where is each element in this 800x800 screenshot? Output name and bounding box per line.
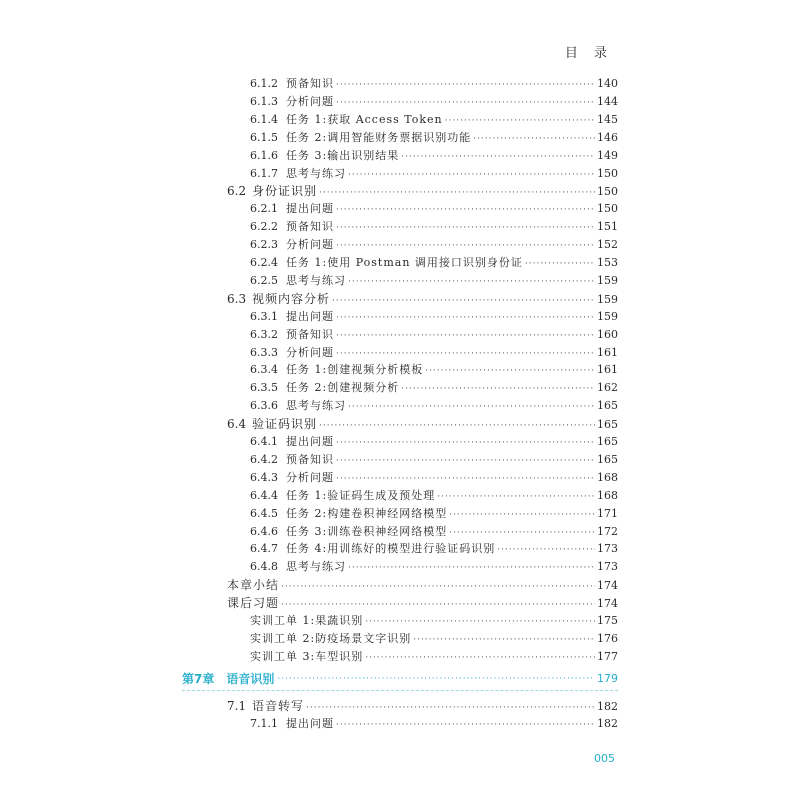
toc-entry-number: 6.2.2 bbox=[250, 220, 278, 234]
toc-entry-title: 思考与练习 bbox=[286, 273, 346, 287]
toc-entry-page: 175 bbox=[597, 614, 618, 627]
leader-dots bbox=[401, 380, 595, 398]
toc-entry-number: 6.3.4 bbox=[250, 363, 278, 377]
toc-entry-title: 实训工单 2:防疫场景文字识别 bbox=[250, 631, 412, 645]
leader-dots bbox=[348, 559, 595, 577]
leader-dots bbox=[413, 631, 595, 649]
toc-entry-page: 152 bbox=[597, 238, 618, 252]
leader-dots bbox=[277, 674, 594, 684]
chapter-page: 179 bbox=[597, 672, 618, 685]
leader-dots bbox=[336, 76, 595, 94]
toc-entry-page: 151 bbox=[597, 220, 618, 234]
leader-dots bbox=[425, 362, 595, 380]
toc-entry-number: 6.4.5 bbox=[250, 506, 278, 520]
toc-entry-number: 6.2.4 bbox=[250, 256, 278, 269]
toc-entry-title: 课后习题 bbox=[227, 596, 280, 611]
toc-entry-page: 140 bbox=[597, 77, 618, 90]
toc-entry-title: 预备知识 bbox=[286, 220, 334, 234]
leader-dots bbox=[445, 112, 595, 130]
toc-entry[interactable] bbox=[227, 290, 618, 308]
toc-entry[interactable] bbox=[250, 344, 618, 362]
toc-entry-page: 146 bbox=[597, 130, 618, 144]
toc-entry[interactable] bbox=[250, 218, 618, 236]
toc-entry[interactable] bbox=[250, 129, 618, 147]
toc-entry-title: 实训工单 1:果蔬识别 bbox=[250, 614, 364, 627]
toc-entry-title: 思考与练习 bbox=[286, 166, 346, 180]
toc-entry[interactable] bbox=[227, 576, 618, 594]
toc-entry-title: 思考与练习 bbox=[286, 560, 346, 574]
toc-entry[interactable] bbox=[227, 697, 618, 715]
leader-dots bbox=[401, 148, 595, 166]
toc-entry-title: 分析问题 bbox=[286, 238, 334, 252]
toc-entry-page: 168 bbox=[597, 488, 618, 502]
toc-entry-title: 任务 2:调用智能财务票据识别功能 bbox=[286, 130, 472, 144]
toc-entry-title: 思考与练习 bbox=[286, 399, 346, 413]
toc-entry-title: 预备知识 bbox=[286, 327, 334, 341]
toc-entry-number: 7.1.1 bbox=[250, 717, 278, 730]
toc-entry-page: 162 bbox=[597, 381, 618, 395]
toc-entry-page: 182 bbox=[597, 717, 618, 730]
toc-entry[interactable] bbox=[250, 379, 618, 397]
leader-dots bbox=[336, 345, 595, 363]
toc-entry-page: 168 bbox=[597, 470, 618, 484]
leader-dots bbox=[336, 470, 595, 488]
toc-entry-number: 6.1.5 bbox=[250, 130, 278, 144]
toc-entry-number: 6.4 bbox=[227, 417, 247, 432]
page-header-title: 目 录 bbox=[564, 46, 613, 61]
toc-entry-page: 160 bbox=[597, 327, 618, 341]
leader-dots bbox=[473, 130, 595, 148]
toc-entry-number: 6.1.7 bbox=[250, 166, 278, 180]
leader-dots bbox=[336, 201, 595, 219]
toc-entry-number: 6.3 bbox=[227, 291, 247, 306]
toc-entry-page: 171 bbox=[597, 506, 618, 520]
toc-entry-number: 6.4.2 bbox=[250, 452, 278, 466]
toc-entry-number: 6.3.3 bbox=[250, 345, 278, 359]
page-number: 005 bbox=[594, 752, 615, 765]
toc-entry[interactable] bbox=[250, 612, 618, 630]
leader-dots bbox=[525, 255, 595, 273]
toc-entry-title: 任务 2:创建视频分析 bbox=[286, 381, 400, 395]
toc-entry-page: 145 bbox=[597, 112, 618, 126]
leader-dots bbox=[336, 434, 595, 452]
toc-entry-number: 6.3.5 bbox=[250, 381, 278, 395]
toc-entry-number: 6.4.1 bbox=[250, 435, 278, 448]
toc-entry-number: 6.4.6 bbox=[250, 524, 278, 538]
toc-entry[interactable] bbox=[250, 165, 618, 183]
toc-entry-number: 6.4.8 bbox=[250, 560, 278, 574]
leader-dots bbox=[348, 398, 595, 416]
toc-entry-number: 6.1.4 bbox=[250, 112, 278, 126]
leader-dots bbox=[336, 94, 595, 112]
toc-entry[interactable] bbox=[250, 111, 618, 129]
toc-entry-page: 173 bbox=[597, 560, 618, 574]
leader-dots bbox=[348, 166, 595, 184]
toc-entry[interactable] bbox=[250, 236, 618, 254]
toc-entry-page: 165 bbox=[597, 418, 618, 432]
toc-entry[interactable] bbox=[250, 272, 618, 290]
toc-entry-page: 159 bbox=[597, 309, 618, 323]
toc-entry-title: 实训工单 3:车型识别 bbox=[250, 649, 364, 663]
toc-entry-number: 6.2 bbox=[227, 184, 247, 199]
toc-entry-page: 165 bbox=[597, 399, 618, 413]
toc-entry[interactable] bbox=[250, 75, 618, 93]
toc-entry-title: 任务 1:验证码生成及预处理 bbox=[286, 488, 436, 502]
toc-entry-title: 本章小结 bbox=[227, 578, 280, 593]
toc-entry-number: 6.2.1 bbox=[250, 202, 278, 216]
toc-entry-title: 分析问题 bbox=[286, 345, 334, 359]
toc-entry[interactable] bbox=[250, 433, 618, 451]
toc-entry-title: 任务 4:用训练好的模型进行验证码识别 bbox=[286, 542, 496, 556]
leader-dots bbox=[336, 309, 595, 327]
leader-dots bbox=[348, 273, 595, 291]
toc-entry-title: 验证码识别 bbox=[252, 417, 318, 432]
toc-entry-title: 提出问题 bbox=[286, 435, 334, 448]
toc-entry[interactable] bbox=[250, 558, 618, 576]
toc-entry-number: 6.1.3 bbox=[250, 94, 278, 108]
toc-entry-title: 任务 3:训练卷积神经网络模型 bbox=[286, 524, 448, 538]
toc-entry-page: 174 bbox=[597, 579, 618, 593]
toc-entry-page: 150 bbox=[597, 185, 618, 199]
toc-entry[interactable] bbox=[250, 93, 618, 111]
toc-entry-title: 任务 1:使用 Postman 调用接口识别身份证 bbox=[286, 256, 523, 269]
toc-entry-number: 6.4.3 bbox=[250, 470, 278, 484]
toc-entry-page: 165 bbox=[597, 452, 618, 466]
toc-entry-page: 177 bbox=[597, 649, 618, 663]
chapter-divider bbox=[182, 690, 618, 691]
leader-dots bbox=[449, 506, 595, 524]
toc-entry-page: 173 bbox=[597, 542, 618, 556]
toc-entry[interactable] bbox=[250, 326, 618, 344]
toc-entry-page: 161 bbox=[597, 345, 618, 359]
leader-dots bbox=[365, 649, 595, 667]
toc-entry[interactable] bbox=[250, 361, 618, 379]
toc-entry-title: 视频内容分析 bbox=[252, 291, 331, 306]
toc-entry-title: 分析问题 bbox=[286, 94, 334, 108]
toc-entry[interactable] bbox=[250, 523, 618, 541]
toc-entry[interactable] bbox=[227, 415, 618, 433]
toc-entry[interactable] bbox=[250, 505, 618, 523]
chapter-title: 语音识别 bbox=[226, 672, 275, 686]
toc-entry-title: 预备知识 bbox=[286, 77, 334, 90]
toc-entry-title: 分析问题 bbox=[286, 470, 334, 484]
toc-entry-title: 任务 3:输出识别结果 bbox=[286, 148, 400, 162]
toc-entry-page: 159 bbox=[597, 273, 618, 287]
toc-entry-number: 6.1.2 bbox=[250, 77, 278, 90]
toc-entry[interactable] bbox=[250, 487, 618, 505]
toc-entry[interactable] bbox=[250, 200, 618, 218]
leader-dots bbox=[336, 327, 595, 345]
leader-dots bbox=[365, 613, 595, 631]
toc-entry-page: 150 bbox=[597, 202, 618, 216]
toc-entry-page: 174 bbox=[597, 597, 618, 611]
toc-entry-page: 165 bbox=[597, 435, 618, 448]
toc-entry-title: 任务 1:创建视频分析模板 bbox=[286, 363, 424, 377]
toc-entry-page: 150 bbox=[597, 166, 618, 180]
toc-entry-page: 159 bbox=[597, 292, 618, 306]
toc-entry-number: 6.3.6 bbox=[250, 399, 278, 413]
toc-entry[interactable] bbox=[250, 648, 618, 666]
leader-dots bbox=[497, 541, 595, 559]
toc-entry[interactable] bbox=[250, 254, 618, 272]
toc-entry-title: 语音转写 bbox=[252, 699, 305, 713]
toc-entry-title: 预备知识 bbox=[286, 452, 334, 466]
toc-entry-number: 7.1 bbox=[227, 699, 247, 713]
toc-entry-number: 6.1.6 bbox=[250, 148, 278, 162]
toc-entry-title: 提出问题 bbox=[286, 309, 334, 323]
toc-entry-number: 6.3.1 bbox=[250, 309, 278, 323]
toc-entry[interactable] bbox=[227, 182, 618, 200]
toc-entry[interactable] bbox=[250, 147, 618, 165]
toc-entry-page: 144 bbox=[597, 94, 618, 108]
toc-entry[interactable] bbox=[250, 451, 618, 469]
toc-entry-page: 172 bbox=[597, 524, 618, 538]
toc-entry-number: 6.2.5 bbox=[250, 273, 278, 287]
toc-entry-page: 149 bbox=[597, 148, 618, 162]
leader-dots bbox=[449, 524, 595, 542]
toc-entry-title: 身份证识别 bbox=[252, 184, 318, 199]
toc-entry[interactable] bbox=[250, 630, 618, 648]
chapter-heading[interactable] bbox=[182, 669, 618, 688]
leader-dots bbox=[336, 452, 595, 470]
toc-entry[interactable] bbox=[250, 397, 618, 415]
leader-dots bbox=[437, 488, 595, 506]
toc-entry-page: 161 bbox=[597, 363, 618, 377]
chapter-number: 第7章 bbox=[182, 672, 215, 686]
toc-entry-page: 176 bbox=[597, 631, 618, 645]
toc-entry-number: 6.4.4 bbox=[250, 488, 278, 502]
toc-entry-title: 提出问题 bbox=[286, 202, 334, 216]
toc-entry[interactable] bbox=[250, 715, 618, 733]
leader-dots bbox=[336, 716, 595, 734]
toc-entry-page: 182 bbox=[597, 700, 618, 713]
toc-entry[interactable] bbox=[250, 308, 618, 326]
toc-entry-number: 6.4.7 bbox=[250, 542, 278, 556]
toc-entry-number: 6.2.3 bbox=[250, 238, 278, 252]
toc-entry[interactable] bbox=[250, 469, 618, 487]
leader-dots bbox=[336, 237, 595, 255]
toc-entry[interactable] bbox=[227, 594, 618, 612]
toc-entry-title: 提出问题 bbox=[286, 717, 334, 730]
toc-entry-title: 任务 1:获取 Access Token bbox=[286, 112, 443, 126]
toc-entry-title: 任务 2:构建卷积神经网络模型 bbox=[286, 506, 448, 520]
leader-dots bbox=[336, 219, 595, 237]
toc-entry-page: 153 bbox=[597, 256, 618, 269]
toc-entry-number: 6.3.2 bbox=[250, 327, 278, 341]
toc-entry[interactable] bbox=[250, 540, 618, 558]
